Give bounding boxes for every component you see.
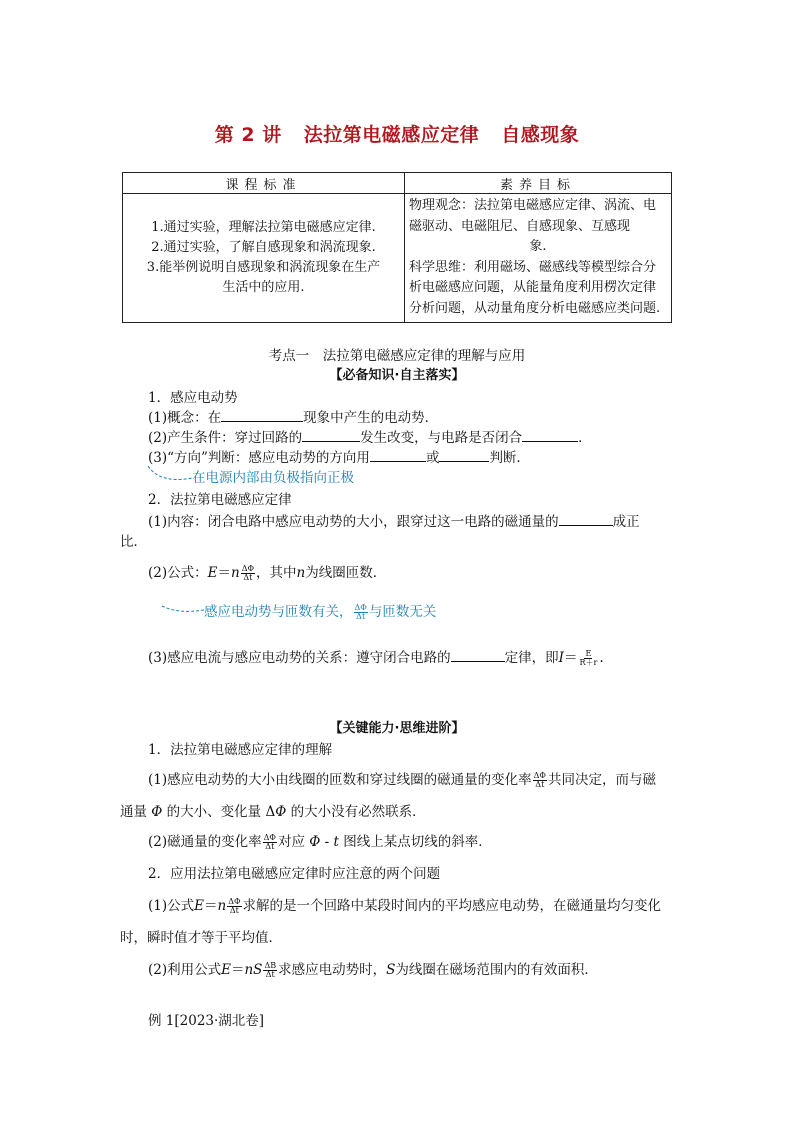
title-sub: 自感现象 <box>501 124 580 146</box>
annotation-arc <box>146 462 196 486</box>
condition-line: (2)产生条件：穿过回路的 发生改变，与电路是否闭合 ． <box>148 426 592 446</box>
relation-line: (3)感应电流与感应电动势的关系：遵守闭合电路的 定律，即I＝ $\frac{E}{R+r}$ . <box>148 649 604 667</box>
fill-blank[interactable] <box>439 447 489 462</box>
formula-line: (2)公式：E＝n $\frac{\Delta\Phi}{\Delta t}$ ，其中n为线圈匝数． <box>148 564 387 582</box>
standard-line: 3.能举例说明自感现象和涡流现象在生产 <box>146 259 381 275</box>
item-faraday-law: 2．法拉第电磁感应定律 <box>148 492 292 508</box>
direction-line: (3)“方向”判断：感应电动势的方向用 或 判断． <box>148 446 530 466</box>
standard-line: 1.通过实验，理解法拉第电磁感应定律. <box>151 219 376 235</box>
paragraph-3-cont: 时，瞬时值才等于平均值． <box>120 930 282 946</box>
fill-blank[interactable] <box>221 407 303 422</box>
content-line: (1)内容：闭合电路中感应电动势的大小，跟穿过这一电路的磁通量的 成正 <box>148 510 640 530</box>
example-label: 例 1[2023·湖北卷] <box>148 1013 265 1029</box>
item-law-understanding: 1．法拉第电磁感应定律的理解 <box>148 742 333 758</box>
goal-line: 科学思维：利用磁场、磁感线等模型综合分 <box>409 259 657 275</box>
flux-rate-fraction: $\frac{\Delta\Phi}{\Delta t}$ <box>228 897 241 915</box>
annotation-turns-note: 感应电动势与匝数有关， $\frac{\Delta\Phi}{\Delta t}$ 与匝数无关 <box>204 603 437 621</box>
annotation-arc <box>160 594 208 616</box>
section-heading: 考点一 法拉第电磁感应定律的理解与应用 <box>268 348 526 364</box>
flux-rate-fraction: $\frac{\Delta\Phi}{\Delta t}$ <box>241 564 255 582</box>
field-rate-fraction: $\frac{\Delta B}{\Delta t}$ <box>264 961 277 979</box>
fill-blank[interactable] <box>370 447 426 462</box>
essential-knowledge-heading: 【必备知识·自主落实】 <box>329 368 465 383</box>
annotation-direction-note: 在电源内部由负极指向正极 <box>192 470 354 486</box>
goal-line: 物理观念：法拉第电磁感应定律、涡流、电 <box>409 198 657 213</box>
paragraph-1: (1)感应电动势的大小由线圈的匝数和穿过线圈的磁通量的变化率 $\frac{\Delta\Phi}{\Delta t}$ 共同决定，而与磁 <box>148 771 656 789</box>
standard-line: 生活中的应用. <box>222 279 305 295</box>
key-ability-heading: 【关键能力·思维进阶】 <box>329 721 465 736</box>
content-line-cont: 比． <box>120 534 147 550</box>
header-competency-goals: 素养目标 <box>405 173 672 194</box>
lecture-number: 第 2 讲 <box>214 124 282 146</box>
flux-rate-fraction: $\frac{\Delta\Phi}{\Delta t}$ <box>533 771 546 789</box>
current-fraction: $\frac{E}{R+r}$ <box>579 649 598 667</box>
paragraph-2: (2)磁通量的变化率 $\frac{\Delta\Phi}{\Delta t}$ 对应 Φ - t 图线上某点切线的斜率． <box>148 833 492 851</box>
title-main: 法拉第电磁感应定律 <box>303 124 480 146</box>
paragraph-3: (1)公式E＝n $\frac{\Delta\Phi}{\Delta t}$ 求解的是一个回路中某段时间内的平均感应电动势，在磁通量均匀变化 <box>148 897 662 915</box>
fill-blank[interactable] <box>559 511 613 526</box>
item-two-problems: 2．应用法拉第电磁感应定律时应注意的两个问题 <box>148 866 441 882</box>
page-title <box>0 120 794 147</box>
curriculum-table <box>122 172 672 323</box>
goal-line: 分析问题，从动量角度分析电磁感应类问题. <box>409 300 661 316</box>
goal-line: 磁驱动、电磁阻尼、自感现象、互感现 <box>409 218 631 234</box>
goal-line: 析电磁感应问题，从能量角度利用楞次定律 <box>409 280 657 296</box>
curriculum-standard-cell <box>123 194 405 323</box>
header-curriculum-standard: 课程标准 <box>123 173 405 194</box>
paragraph-4: (2)利用公式E＝nS $\frac{\Delta B}{\Delta t}$ 求感应电动势时，S为线圈在磁场范围内的有效面积． <box>148 961 598 979</box>
fill-blank[interactable] <box>522 427 578 442</box>
competency-goals-cell <box>405 194 672 323</box>
fill-blank[interactable] <box>302 427 360 442</box>
item-induced-emf: 1．感应电动势 <box>148 390 238 406</box>
flux-rate-fraction: $\frac{\Delta\Phi}{\Delta t}$ <box>354 603 367 621</box>
fill-blank[interactable] <box>451 647 505 662</box>
goal-line: 象. <box>529 239 547 255</box>
concept-line: (1)概念：在 现象中产生的电动势． <box>148 406 438 426</box>
flux-rate-fraction: $\frac{\Delta\Phi}{\Delta t}$ <box>263 833 276 851</box>
standard-line: 2.通过实验，了解自感现象和涡流现象. <box>151 239 376 255</box>
paragraph-1-cont: 通量 Φ 的大小、变化量 ΔΦ 的大小没有必然联系． <box>120 804 426 820</box>
